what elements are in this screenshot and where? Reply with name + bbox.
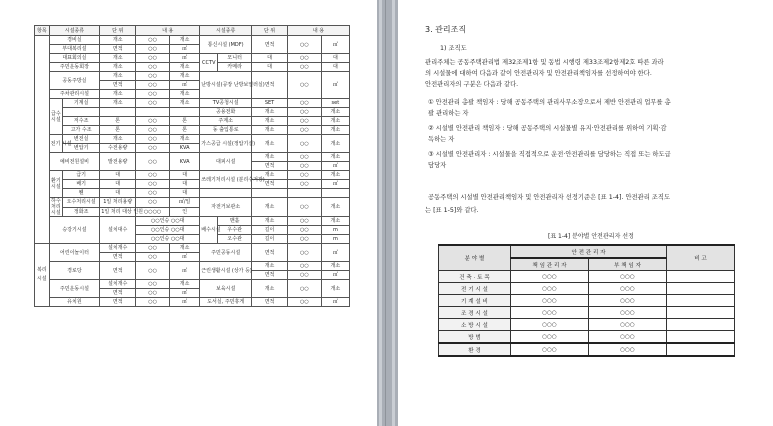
table-cell: 대	[252, 63, 288, 72]
table-cell: ㎡	[321, 162, 349, 171]
table-cell: ○○	[136, 126, 170, 135]
table-row	[35, 126, 350, 135]
header-cell: 시설종류	[200, 26, 252, 36]
table-cell: ○○	[288, 126, 322, 135]
table-cell: ○○	[136, 117, 170, 126]
table-cell: 모니터	[218, 54, 252, 63]
table-caption: [표 1-4] 분야별 안전관리자 선정	[548, 233, 634, 240]
header-cell: 단 위	[252, 26, 288, 36]
table-cell: 개소	[252, 262, 288, 271]
table-cell: 대	[100, 189, 136, 198]
table-cell: 카메라	[218, 63, 252, 72]
table-cell: 개소	[252, 108, 288, 117]
table-cell: ㎡	[321, 36, 349, 54]
table-row	[35, 171, 350, 180]
table-row	[35, 198, 350, 208]
table-cell: 대	[252, 54, 288, 63]
table-cell	[136, 108, 170, 117]
table-cell: ○○○	[511, 319, 589, 331]
list-item: ① 안전관리 총괄 책임자 : 당해 공동주택의 관리사무소장으로서 제반 안전관리 업무를 총	[428, 99, 671, 106]
table-cell: 개소	[100, 54, 136, 63]
table-cell: KVA	[169, 144, 199, 153]
table-cell: 면적	[100, 262, 136, 280]
table-header-row	[439, 245, 735, 258]
table-cell	[667, 343, 735, 356]
table-cell: 급수 시설	[49, 99, 62, 135]
table-cell	[667, 331, 735, 344]
table-cell: ㎡	[169, 45, 199, 54]
table-cell: 조 경 시 설	[439, 307, 511, 319]
table-cell: ○○	[288, 108, 322, 117]
table-cell: 대	[169, 189, 199, 198]
table-cell: ○○	[288, 280, 322, 298]
table-cell: ○○	[136, 153, 170, 171]
table-cell: 보육시설	[200, 280, 252, 298]
paragraph-line: 관리주체는 공동주택관리법 제32조제1항 및 동법 시행령 제33조제2항제2호 따른 과라	[425, 59, 664, 66]
table-cell: 면적	[252, 244, 288, 262]
table-cell: ○○	[288, 63, 322, 72]
table-cell: 배기	[63, 180, 100, 189]
table-cell: ○○○	[589, 343, 667, 356]
table-row	[35, 63, 350, 72]
table-cell: 개소	[321, 171, 349, 180]
table-cell: ㎡	[321, 72, 349, 99]
page-split-line	[385, 0, 386, 426]
document-page-left	[0, 0, 377, 426]
table-cell: 방 범	[439, 331, 511, 344]
list-item: ③ 시설별 안전관리자 : 시설물을 직접적으로 운전·안전관리를 담당하는 직접 또는 하도급	[428, 151, 671, 158]
table-cell: 맨홀	[218, 217, 252, 226]
table-cell: 수전용량	[100, 144, 136, 153]
table-cell: ○○	[288, 153, 322, 162]
table-cell: 개소	[252, 198, 288, 217]
table-cell: ○○	[288, 180, 322, 189]
table-cell	[667, 295, 735, 307]
table-cell: ○○	[288, 198, 322, 217]
table-cell: ○○○○	[136, 207, 170, 217]
table-cell: 경비실	[49, 36, 100, 45]
table-row	[439, 307, 735, 319]
table-row	[439, 331, 735, 344]
table-cell: 승강기시설	[49, 217, 100, 244]
table-cell: 예비전원설비	[49, 153, 100, 171]
table-cell: 개소	[169, 135, 199, 144]
table-cell: ㎡	[169, 54, 199, 63]
header-cell: 책 임 관 리 자	[511, 258, 589, 271]
table-cell: ○○	[288, 226, 322, 235]
table-row	[439, 271, 735, 283]
table-cell: 면적	[100, 81, 136, 90]
table-cell: 도서실, 주민휴게	[200, 298, 252, 307]
table-cell: 공동주방실	[49, 72, 100, 90]
paragraph-line: 는 [표 1-5]와 같다.	[425, 207, 479, 214]
table-cell: ㎡	[321, 298, 349, 307]
table-cell: 개소	[169, 99, 199, 108]
table-cell: 개소	[100, 72, 136, 81]
table-cell: ○○○	[589, 331, 667, 344]
header-cell: 내 용	[136, 26, 200, 36]
table-cell: ○○	[288, 244, 322, 262]
header-cell: 내 용	[288, 26, 350, 36]
table-cell: 근린생활시설 (상가 등)	[200, 262, 252, 280]
table-cell: ○○인승 ○○대	[136, 226, 200, 235]
table-cell: 동 출입통로	[200, 126, 252, 135]
table-cell: ○○	[288, 235, 322, 244]
table-cell: 쓰레기처리시설 (분리수거장)	[200, 171, 252, 189]
header-cell: 비 고	[667, 245, 735, 271]
safety-manager-table	[438, 244, 735, 357]
table-row	[35, 280, 350, 289]
table-cell: 기 계 설 비	[439, 295, 511, 307]
table-row	[439, 283, 735, 295]
table-cell: 면적	[252, 36, 288, 54]
table-cell	[288, 189, 322, 198]
table-cell: ○○	[288, 135, 322, 153]
table-cell: ○○	[136, 63, 170, 72]
table-cell: ○○인승 ○○대	[136, 217, 200, 226]
table-cell: 전 기 시 설	[439, 283, 511, 295]
table-cell: ○○	[136, 298, 170, 307]
table-cell: 대표회의실	[49, 54, 100, 63]
table-row	[35, 36, 350, 45]
table-cell: ㎡	[321, 244, 349, 262]
table-cell: ○○	[136, 171, 170, 180]
table-cell	[169, 108, 199, 117]
table-cell: ○○	[136, 36, 170, 45]
table-cell: 개소	[100, 135, 136, 144]
table-cell: ○○	[136, 99, 170, 108]
table-cell	[667, 271, 735, 283]
table-cell: ○○○	[511, 331, 589, 344]
table-cell: ○○○	[511, 271, 589, 283]
table-cell: 톤	[100, 117, 136, 126]
table-cell: CCTV	[200, 54, 218, 72]
table-cell: 개소	[321, 126, 349, 135]
table-cell: 톤	[169, 117, 199, 126]
table-cell: 경로당	[49, 262, 100, 280]
table-cell: 개소	[321, 117, 349, 126]
table-cell: 개소	[321, 135, 349, 153]
table-row	[439, 295, 735, 307]
table-cell: 건 축 · 토 목	[439, 271, 511, 283]
table-cell: 개소	[100, 63, 136, 72]
table-cell: 환기 시설	[49, 171, 62, 198]
page-gutter	[379, 0, 382, 426]
table-cell: 개소	[321, 153, 349, 162]
table-cell: ○○○	[589, 307, 667, 319]
table-cell: 가스공급 시설(정압기실)	[200, 135, 252, 153]
table-cell: 어린이놀이터	[49, 244, 100, 262]
table-cell: ㎡	[169, 289, 199, 298]
table-cell: 환 경	[439, 343, 511, 356]
list-item: ② 시설별 안전관리 책임자 : 당해 공동주택의 시설물별 유지·안전관리를 위하여 기획·감	[428, 125, 667, 132]
table-cell: ○○	[136, 135, 170, 144]
header-cell: 부 책 임 자	[589, 258, 667, 271]
table-cell: 톤	[100, 126, 136, 135]
table-cell: 부대복리설	[49, 45, 100, 54]
table-cell: ○○	[136, 180, 170, 189]
table-cell: 주민운동회장	[49, 63, 100, 72]
table-cell: ㎡	[321, 271, 349, 280]
table-cell: ○○○	[511, 307, 589, 319]
table-cell: 자전거보관소	[200, 198, 252, 217]
table-cell: ○○○	[589, 295, 667, 307]
table-cell: 대	[321, 63, 349, 72]
table-row	[35, 54, 350, 63]
table-cell: 인	[169, 207, 199, 217]
table-cell: 오수처리시설	[63, 198, 100, 208]
table-cell: ○○	[136, 262, 170, 280]
table-cell: ○○○	[589, 271, 667, 283]
section-title: 3. 관리조직	[425, 25, 467, 34]
table-cell: 면적	[252, 162, 288, 171]
table-row	[35, 217, 350, 226]
table-cell: SET	[252, 99, 288, 108]
table-cell: 개소	[169, 63, 199, 72]
table-cell: 개소	[169, 280, 199, 289]
table-cell: ○○	[136, 253, 170, 262]
list-item: 담당자	[428, 162, 447, 169]
table-cell: ○○	[136, 280, 170, 289]
table-cell: KVA	[169, 153, 199, 171]
table-cell: 개소	[252, 135, 288, 153]
table-cell: 주차관리시설	[49, 90, 100, 99]
table-cell: 개소	[252, 117, 288, 126]
table-cell	[252, 189, 288, 198]
category-cell	[35, 36, 50, 244]
table-cell: ○○○	[511, 283, 589, 295]
table-cell: ○○	[288, 298, 322, 307]
subsection-title: 1) 조직도	[440, 45, 467, 52]
table-cell: 개소	[100, 99, 136, 108]
table-cell: m	[321, 226, 349, 235]
table-cell: ○○	[136, 90, 170, 99]
table-cell: ○○	[288, 171, 322, 180]
table-cell: 면적	[252, 180, 288, 189]
table-cell: 개소	[100, 36, 136, 45]
table-cell: 면적	[100, 298, 136, 307]
table-cell: 개소	[169, 72, 199, 81]
table-cell: 개소	[169, 36, 199, 45]
table-cell: 개소	[252, 217, 288, 226]
paragraph-line: 의 시설물에 대하여 다음과 같이 안전관리자 및 안전관리책임자를 선정하여야 한다.	[425, 70, 652, 77]
table-cell: 하수처리시설	[51, 198, 61, 216]
table-cell: 대	[321, 54, 349, 63]
table-cell: ○○인승 ○○대	[136, 235, 200, 244]
table-cell: m	[321, 235, 349, 244]
table-cell	[200, 189, 252, 198]
table-cell: 설치개수	[100, 244, 136, 253]
table-cell: 변전실	[63, 135, 100, 144]
table-cell: 개소	[252, 280, 288, 298]
table-cell: ○○	[136, 45, 170, 54]
table-cell: 난방시설(공장 난방보일러실)	[200, 72, 252, 99]
table-cell: ㎡	[321, 180, 349, 189]
table-row	[35, 99, 350, 108]
table-cell: 전기 시설	[49, 135, 62, 153]
table-cell: 주민공동시설	[200, 244, 252, 262]
table-cell: 개소	[252, 153, 288, 162]
table-cell: ○○	[136, 244, 170, 253]
table-cell: 개소	[252, 126, 288, 135]
table-cell: ○○	[288, 162, 322, 171]
page-gutter	[392, 0, 395, 426]
table-cell: ㎡	[169, 262, 199, 280]
table-cell: 배수시설	[200, 217, 218, 244]
table-cell: ㎡	[169, 298, 199, 307]
table-cell: 주계소	[200, 117, 252, 126]
table-cell: 설치개수	[100, 280, 136, 289]
table-cell: 면적	[100, 45, 136, 54]
table-cell: ○○	[288, 36, 322, 54]
table-cell: ○○○	[511, 343, 589, 356]
document-page-right	[398, 0, 773, 426]
table-header-row	[35, 26, 350, 36]
table-row	[35, 72, 350, 81]
table-row	[35, 135, 350, 144]
table-cell	[100, 108, 136, 117]
table-cell: ○○○	[511, 295, 589, 307]
table-cell: ○○	[288, 271, 322, 280]
table-row	[35, 244, 350, 253]
table-cell: ㎡	[169, 253, 199, 262]
list-item: 독하는 자	[428, 136, 455, 143]
table-cell: 기계실	[63, 99, 100, 108]
table-cell: ㎡	[169, 81, 199, 90]
table-cell: 우수관	[218, 226, 252, 235]
table-cell: 급기	[63, 171, 100, 180]
table-cell: 개소	[321, 280, 349, 298]
table-row	[35, 189, 350, 198]
header-cell: 항목	[35, 26, 50, 36]
table-cell: 대	[100, 171, 136, 180]
table-cell: ○○	[288, 217, 322, 226]
table-cell: 소 방 시 설	[439, 319, 511, 331]
table-cell: 대	[100, 180, 136, 189]
table-cell: ○○○	[589, 319, 667, 331]
table-cell: 1일 처리용량	[100, 198, 136, 208]
table-row	[35, 180, 350, 189]
table-cell: 고가 수조	[63, 126, 100, 135]
table-cell: 발전용량	[100, 153, 136, 171]
table-cell: 저수조	[63, 117, 100, 126]
table-cell: ○○	[136, 198, 170, 208]
header-cell: 안 전 관 리 자	[511, 245, 667, 258]
table-cell: 변압기	[63, 144, 100, 153]
list-item: 괄 관리하는 자	[428, 110, 469, 117]
table-cell: 공용전화	[200, 108, 252, 117]
table-cell: 오수관	[218, 235, 252, 244]
table-cell	[667, 319, 735, 331]
category-cell: 복리시설	[35, 244, 50, 307]
table-cell: 정화조	[63, 207, 100, 217]
table-row	[439, 319, 735, 331]
table-row	[35, 108, 350, 117]
table-cell: ○○	[136, 189, 170, 198]
table-cell: 대	[169, 171, 199, 180]
table-cell: 개소	[169, 244, 199, 253]
table-cell: 개소	[169, 90, 199, 99]
table-cell: TV공청시설	[200, 99, 252, 108]
table-cell: ○○	[288, 99, 322, 108]
table-cell: 개소	[321, 198, 349, 217]
table-cell: ○○	[288, 72, 322, 99]
table-cell: ○○	[136, 144, 170, 153]
table-cell: 면적	[252, 271, 288, 280]
table-cell: 길이	[252, 226, 288, 235]
table-cell: 설치대수	[100, 217, 136, 244]
table-cell: 면적	[100, 289, 136, 298]
table-cell: 대피시설	[200, 153, 252, 171]
table-cell: 개소	[321, 108, 349, 117]
table-cell: 개소	[321, 262, 349, 271]
table-cell: ○○	[288, 117, 322, 126]
table-cell: ○○	[288, 54, 322, 63]
table-cell: 휀	[63, 189, 100, 198]
table-cell: 면적	[100, 253, 136, 262]
table-cell	[63, 108, 100, 117]
table-cell: 주민운동시설	[49, 280, 100, 298]
table-cell	[667, 307, 735, 319]
table-cell: 길이	[252, 235, 288, 244]
table-cell: ○○	[136, 54, 170, 63]
paragraph-line: 안전관리자의 구분은 다음과 같다.	[425, 81, 519, 88]
table-cell: 면적	[252, 298, 288, 307]
table-row	[35, 298, 350, 307]
table-row	[35, 117, 350, 126]
header-cell: 단 위	[100, 26, 136, 36]
table-cell: set	[321, 99, 349, 108]
table-row	[35, 153, 350, 162]
table-cell: ○○	[288, 262, 322, 271]
table-cell: 1일 처리 대상 인원	[101, 208, 143, 215]
facility-table	[34, 25, 350, 307]
table-cell: 개소	[100, 90, 136, 99]
table-cell: 톤	[169, 126, 199, 135]
table-cell: 통신시설 (MDF)	[200, 36, 252, 54]
paragraph-line: 공동주택의 시설별 안전관리책임자 및 안전관리자 선정기준은 [표 1-4]. 안전관리 조직도	[428, 194, 671, 201]
table-cell: ○○○	[589, 283, 667, 295]
table-cell: 개소	[252, 171, 288, 180]
table-cell: 대	[169, 180, 199, 189]
table-cell: 유치원	[49, 298, 100, 307]
table-cell: ○○	[136, 289, 170, 298]
table-cell: ㎥/일	[169, 198, 199, 208]
table-cell: ○○	[136, 81, 170, 90]
header-cell: 시설종류	[49, 26, 100, 36]
table-cell: 면적	[252, 72, 288, 99]
table-cell	[321, 189, 349, 198]
table-cell: ○○	[136, 72, 170, 81]
table-row	[35, 262, 350, 271]
table-cell	[667, 283, 735, 295]
table-cell: 개소	[321, 217, 349, 226]
table-row	[439, 343, 735, 356]
header-cell: 분 야 별	[439, 245, 511, 271]
